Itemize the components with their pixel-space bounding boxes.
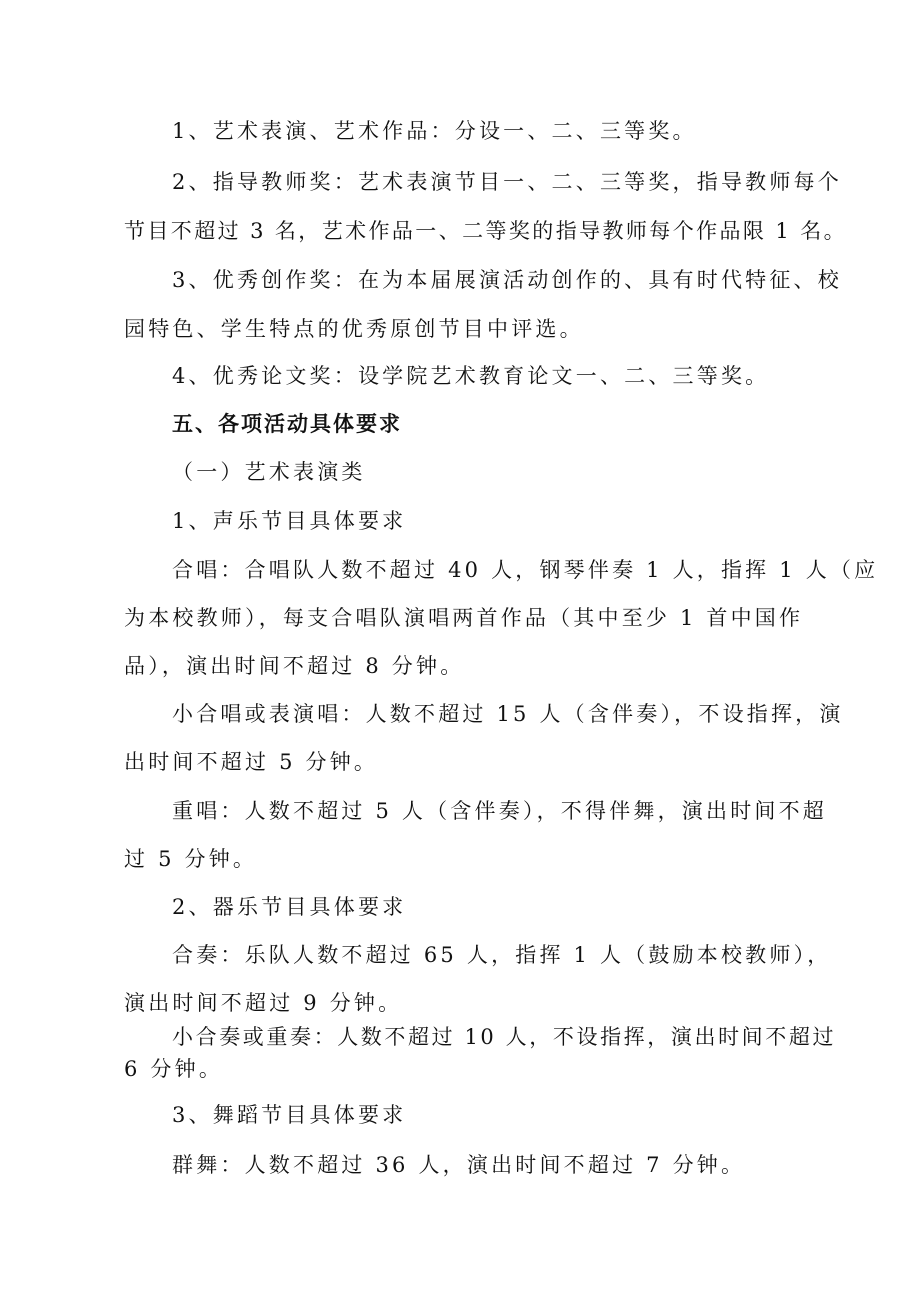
- chorus-line-1: 合唱：合唱队人数不超过 40 人，钢琴伴奏 1 人，指挥 1 人（应: [172, 558, 879, 582]
- vocal-heading: 1、声乐节目具体要求: [172, 509, 407, 533]
- award-item-3-line-2: 园特色、学生特点的优秀原创节目中评选。: [124, 317, 584, 341]
- small-chorus-line-1: 小合唱或表演唱：人数不超过 15 人（含伴奏），不设指挥，演: [172, 702, 844, 726]
- orchestra-line-1: 合奏：乐队人数不超过 65 人，指挥 1 人（鼓励本校教师），: [172, 943, 832, 967]
- instrumental-heading: 2、器乐节目具体要求: [172, 895, 407, 919]
- orchestra-line-2: 演出时间不超过 9 分钟。: [124, 991, 403, 1015]
- small-ensemble-line-1: 小合奏或重奏：人数不超过 10 人，不设指挥，演出时间不超过: [172, 1025, 837, 1049]
- award-item-2-line-1: 2、指导教师奖：艺术表演节目一、二、三等奖，指导教师每个: [172, 170, 842, 194]
- chorus-line-3: 品），演出时间不超过 8 分钟。: [124, 654, 465, 678]
- award-item-4: 4、优秀论文奖：设学院艺术教育论文一、二、三等奖。: [172, 364, 770, 388]
- ensemble-singing-line-1: 重唱：人数不超过 5 人（含伴奏），不得伴舞，演出时间不超: [172, 799, 828, 823]
- award-item-2-line-2: 节目不超过 3 名，艺术作品一、二等奖的指导教师每个作品限 1 名。: [124, 219, 848, 243]
- small-ensemble-line-2: 6 分钟。: [124, 1057, 224, 1081]
- subsection-heading-performance: （一）艺术表演类: [172, 460, 366, 484]
- group-dance-line: 群舞：人数不超过 36 人，演出时间不超过 7 分钟。: [172, 1153, 746, 1177]
- award-item-3-line-1: 3、优秀创作奖：在为本届展演活动创作的、具有时代特征、校: [172, 268, 842, 292]
- section-heading-5: 五、各项活动具体要求: [172, 412, 402, 436]
- chorus-line-2: 为本校教师），每支合唱队演唱两首作品（其中至少 1 首中国作: [124, 606, 804, 630]
- small-chorus-line-2: 出时间不超过 5 分钟。: [124, 750, 379, 774]
- dance-heading: 3、舞蹈节目具体要求: [172, 1103, 407, 1127]
- ensemble-singing-line-2: 过 5 分钟。: [124, 847, 258, 871]
- award-item-1: 1、艺术表演、艺术作品：分设一、二、三等奖。: [172, 119, 697, 143]
